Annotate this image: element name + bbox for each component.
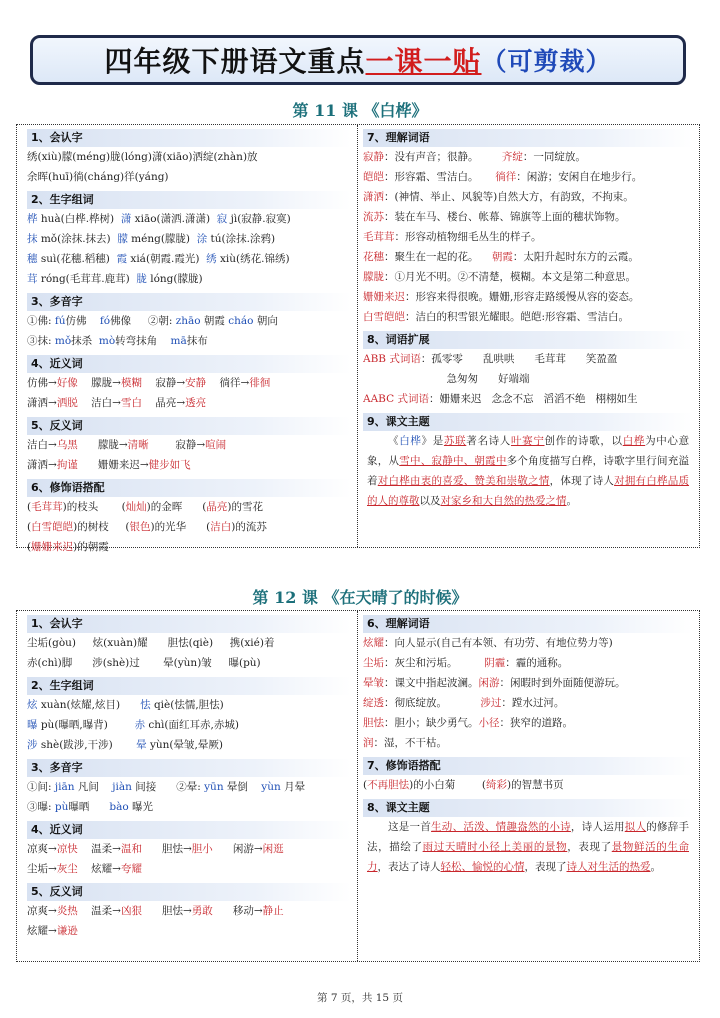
text: 姗姗来迟→ (77, 459, 149, 471)
text: 为中心意象，从 (367, 435, 690, 467)
answer-text: 灿灿 (125, 501, 147, 513)
answer-text: 徘徊 (249, 377, 271, 389)
content-line (27, 735, 351, 755)
lesson-11-card (16, 124, 700, 553)
content-line (363, 147, 693, 167)
text: 间接 ②晕: (131, 781, 205, 793)
text: )的朝霞 (73, 541, 109, 553)
answer-text: 静止 (262, 905, 284, 917)
key-phrase: 诗人对生活的热爱 (566, 861, 651, 873)
text: ：闲游；安闲自在地步行。 (516, 171, 643, 183)
key-char: 怯 (140, 699, 151, 711)
answer-text: 闲逛 (262, 843, 284, 855)
section-heading: 4、近义词 (27, 355, 351, 373)
text: huà(白桦.桦树) (37, 213, 121, 225)
content-line (27, 435, 351, 455)
content-line (27, 455, 351, 475)
banner-title: 四年级下册语文重点 (104, 45, 366, 78)
key-phrase: 景物鲜活的生命力 (367, 841, 689, 873)
key-char: 桦 (27, 213, 38, 225)
content-line (27, 537, 351, 557)
key-phrase: 雪中、寂静中、朝霞中 (399, 455, 507, 467)
text: 温柔→ (77, 843, 121, 855)
text: ( (27, 521, 32, 533)
text: ( (27, 501, 32, 513)
text: ：灰尘和污垢。 (384, 657, 485, 669)
answer-text: 晶亮 (206, 501, 228, 513)
content-line (27, 311, 351, 331)
key-phrase: 对家乡和大自然的热爱之情 (440, 495, 567, 507)
key-char: 霞 (116, 253, 128, 265)
key-phrase: 叶赛宁 (510, 435, 545, 447)
text: )的树枝 ( (73, 521, 130, 533)
key-char: cháo (228, 315, 254, 327)
key-phrase: 拟人 (624, 821, 647, 833)
key-char: zhāo (175, 315, 201, 327)
content-line (27, 777, 351, 797)
content-line (27, 633, 351, 653)
answer-text: 尘垢 (363, 657, 384, 669)
text: 徜徉→ (206, 377, 250, 389)
text: 潇(xiāo)洒 (151, 151, 204, 163)
content-line (363, 287, 693, 307)
text: méng(朦胧) (127, 233, 197, 245)
answer-text: 白雪皑皑 (31, 521, 74, 533)
content-line (363, 633, 693, 653)
text: 凉爽→ (27, 843, 57, 855)
key-char: 潇 (120, 213, 132, 225)
text: 朝霞 (200, 315, 229, 327)
section-heading: 2、生字组词 (27, 677, 351, 695)
text: ( (363, 779, 368, 791)
key-char: 白桦 (399, 435, 422, 447)
content-line (363, 349, 693, 369)
content-line (27, 653, 351, 673)
text: chì(面红耳赤,赤城) (145, 719, 239, 731)
text: 朦胧→ (77, 439, 128, 451)
text: 尘垢→ (27, 863, 57, 875)
answer-text: 洁白 (210, 521, 232, 533)
key-phrase: 雨过天晴时小径上美丽的景物 (422, 841, 568, 853)
content-line (27, 517, 351, 537)
content-line (363, 207, 693, 227)
section-heading: 7、理解词语 (363, 129, 693, 147)
key-phrase: 生动、活泼、情趣盎然的小诗 (431, 821, 571, 833)
section-heading: 5、反义词 (27, 883, 351, 901)
content-line (27, 797, 351, 817)
section-heading: 3、多音字 (27, 759, 351, 777)
key-char: 胧 (136, 273, 147, 285)
text: ：湿，不干枯。 (373, 737, 447, 749)
answer-text: 乌黑 (56, 439, 78, 451)
key-char: 绣 (206, 253, 217, 265)
text: ①间: (27, 781, 55, 793)
answer-text: 绽透 (363, 697, 384, 709)
content-line (363, 653, 693, 673)
text: ①佛: (27, 315, 55, 327)
answer-text: 洒脱 (56, 397, 78, 409)
text: 温柔→ (77, 905, 121, 917)
text: pù(曝晒,曝背) (37, 719, 135, 731)
key-char: 茸 (27, 273, 38, 285)
text: ：形容来得很晚。姗姗,形容走路缓慢从容的姿态。 (405, 291, 640, 303)
text: ③曝: (27, 801, 55, 813)
answer-text: 小径 (478, 717, 500, 729)
text: 尘垢(gòu) 炫(xuàn)耀 胆怯(qiè) 携(xié)着 (27, 637, 275, 649)
text: 《 (388, 435, 400, 447)
content-line (363, 167, 693, 187)
content-line (27, 269, 351, 289)
text: 朦(méng)胧(lóng) (61, 151, 152, 163)
answer-text: 姗姗来迟 (31, 541, 74, 553)
lesson-12-title: 第 12 课 《在天晴了的时候》 (252, 588, 468, 607)
content-line (363, 227, 693, 247)
lesson-12-left-column (27, 611, 351, 941)
lesson-11-title: 第 11 课 《白桦》 (292, 101, 428, 120)
key-char: 涉 (27, 739, 38, 751)
key-char: mā (170, 335, 187, 347)
text: 仿佛 (65, 315, 100, 327)
answer-text: 不再胆怯 (367, 779, 410, 791)
text: 抹杀 (71, 335, 99, 347)
text: ，表现了 (524, 861, 567, 873)
answer-text: 闲游 (478, 677, 500, 689)
text: 余晖(huī) (27, 171, 74, 183)
text: 转弯抹角 (115, 335, 171, 347)
section-heading: 6、修饰语搭配 (27, 479, 351, 497)
text: yùn(晕皱,晕厥) (146, 739, 223, 751)
text: 》是 (421, 435, 444, 447)
answer-text: 夸耀 (120, 863, 142, 875)
answer-text: 晕皱 (363, 677, 384, 689)
text: 寂静→ (141, 377, 186, 389)
text: lóng(朦胧) (146, 273, 203, 285)
section-heading: 8、课文主题 (363, 799, 693, 817)
section-heading: 2、生字组词 (27, 191, 351, 209)
key-char: pù (54, 801, 69, 813)
text: ：形容霜、雪洁白。 (384, 171, 496, 183)
key-phrase: 对白桦由衷的喜爱、赞美和崇敬之情 (377, 475, 550, 487)
answer-text: 安静 (185, 377, 207, 389)
section-heading: 4、近义词 (27, 821, 351, 839)
answer-text: 炫耀 (363, 637, 384, 649)
text: ：彻底绽放。 (384, 697, 481, 709)
answer-text: 温和 (120, 843, 142, 855)
answer-text: 好像 (56, 377, 78, 389)
text: ：太阳升起时东方的云霞。 (512, 251, 639, 263)
text: 晶亮→ (141, 397, 186, 409)
text: ：(神情、举止、风貌等)自然大方，有韵致，不拘束。 (384, 191, 634, 203)
column-divider (357, 611, 358, 961)
key-char: 曝 (27, 719, 38, 731)
key-char: yūn (204, 781, 224, 793)
content-line (27, 695, 351, 715)
section-heading: 3、多音字 (27, 293, 351, 311)
text: 月晕 (280, 781, 306, 793)
text: shè(跋涉,干涉) (37, 739, 137, 751)
text: ，诗人运用 (570, 821, 625, 833)
key-char: 晕 (136, 739, 147, 751)
text: 潇洒→ (27, 397, 57, 409)
key-char: mǒ (54, 335, 72, 347)
text: 移动→ (212, 905, 263, 917)
answer-text: 勇敢 (191, 905, 213, 917)
theme-paragraph (363, 817, 693, 877)
content-line (27, 229, 351, 249)
key-char: 炫 (27, 699, 38, 711)
key-phrase: 对拥有白桦品质的人的尊敬 (367, 475, 690, 507)
text: ：课文中指起波澜。 (384, 677, 479, 689)
text: ：蹚水过河。 (501, 697, 565, 709)
content-line (363, 713, 693, 733)
content-line (27, 373, 351, 393)
page-banner (30, 35, 686, 85)
text: )的流苏 (231, 521, 267, 533)
answer-text: 毛茸茸 (31, 501, 63, 513)
content-line (27, 393, 351, 413)
section-heading: 5、反义词 (27, 417, 351, 435)
text: )的光华 ( (150, 521, 211, 533)
theme-paragraph (363, 431, 693, 511)
content-line (27, 497, 351, 517)
section-heading: 7、修饰语搭配 (363, 757, 693, 775)
section-heading: 8、词语扩展 (363, 331, 693, 349)
text: )的智慧书页 (507, 779, 564, 791)
text: 。 (650, 861, 661, 873)
text: 寂静→ (148, 439, 206, 451)
content-line (27, 901, 351, 921)
answer-text: 白雪皑皑 (363, 311, 405, 323)
key-phrase: 轻松、愉悦的心情 (440, 861, 525, 873)
section-heading: 1、会认字 (27, 615, 351, 633)
text: ：狭窄的道路。 (499, 717, 573, 729)
text: róng(毛茸茸.鹿茸) (37, 273, 137, 285)
content-line (363, 307, 693, 327)
text: 创作的诗歌，以 (544, 435, 623, 447)
text: ：一同绽放。 (522, 151, 586, 163)
text: 的修辞手法，描绘了 (367, 821, 690, 853)
lesson-12-right-column (363, 611, 693, 877)
answer-text: 朝霞 (491, 251, 513, 263)
text: suì(花穗.稻穗) (37, 253, 117, 265)
text: 晕倒 (223, 781, 262, 793)
text: )的金晖 ( (146, 501, 207, 513)
key-char: yùn (261, 781, 281, 793)
text: 多个角度描写白桦，诗歌字里行间充溢着 (367, 455, 690, 487)
text: 以及 (419, 495, 441, 507)
answer-text: ABB 式词语 (363, 353, 421, 365)
content-line (27, 331, 351, 351)
text: ：没有声音；很静。 (384, 151, 502, 163)
text: 胆怯→ (141, 843, 192, 855)
answer-text: 清晰 (127, 439, 149, 451)
answer-text: 毛茸茸 (363, 231, 395, 243)
text: ：形容动植物细毛丛生的样子。 (394, 231, 542, 243)
content-line (363, 733, 693, 753)
text: 炫耀→ (77, 863, 121, 875)
key-char: 穗 (27, 253, 38, 265)
text: ：姗姗来迟 念念不忘 滔滔不绝 栩栩如生 (428, 393, 638, 405)
text: ：向人显示(自己有本领、有功劳、有地位势力等) (384, 637, 613, 649)
answer-text: 皑皑 (363, 171, 384, 183)
content-line (27, 839, 351, 859)
text: 凉爽→ (27, 905, 57, 917)
answer-text: 透亮 (185, 397, 207, 409)
text: 曝晒 (68, 801, 110, 813)
text: 洁白→ (77, 397, 121, 409)
answer-text: 姗姗来迟 (363, 291, 405, 303)
answer-text: 涉过 (480, 697, 502, 709)
answer-text: 阴霾 (484, 657, 506, 669)
text: 胆怯→ (141, 905, 192, 917)
text: 绣(xiù) (27, 151, 62, 163)
text: 洁白→ (27, 439, 57, 451)
answer-text: 胆怯 (363, 717, 384, 729)
answer-text: 潇洒 (363, 191, 384, 203)
text: 凡间 (74, 781, 113, 793)
key-char: bào (109, 801, 129, 813)
answer-text: 花穗 (363, 251, 384, 263)
content-line (363, 267, 693, 287)
key-char: 寂 (216, 213, 228, 225)
key-char: fó (99, 315, 111, 327)
content-line (363, 247, 693, 267)
text: ：霾的通称。 (505, 657, 569, 669)
answer-text: 模糊 (120, 377, 142, 389)
content-line (27, 921, 351, 941)
answer-text: 胆小 (191, 843, 213, 855)
text: mǒ(涂抹.抹去) (37, 233, 118, 245)
text: ：孤零零 乱哄哄 毛茸茸 笑盈盈 (420, 353, 618, 365)
content-line (363, 775, 693, 795)
answer-text: 银色 (129, 521, 151, 533)
key-char: 涂 (196, 233, 208, 245)
section-heading: 6、理解词语 (363, 615, 693, 633)
banner-highlight: 一课一贴 (365, 45, 482, 78)
text: 朝向 (253, 315, 278, 327)
text: 。 (566, 495, 577, 507)
text: ：①月光不明。②不清楚，模糊。本文是第二种意思。 (384, 271, 636, 283)
text: )的枝头 ( (62, 501, 126, 513)
lesson-12-card (16, 610, 700, 962)
text: 炫耀→ (27, 925, 57, 937)
answer-text: 炎热 (56, 905, 78, 917)
text: 赤(chì)脚 涉(shè)过 晕(yùn)皱 曝(pù) (27, 657, 261, 669)
content-line (27, 249, 351, 269)
content-line (27, 859, 351, 879)
key-char: fú (54, 315, 66, 327)
text: 绽(zhàn)放 (203, 151, 258, 163)
text: )的小白菊 ( (409, 779, 487, 791)
text: tú(涂抹.涂鸦) (207, 233, 276, 245)
text: ，表达了诗人 (377, 861, 441, 873)
answer-text: 润 (363, 737, 374, 749)
content-line (363, 389, 693, 409)
text: qiè(怯懦,胆怯) (150, 699, 224, 711)
key-char: 朦 (117, 233, 128, 245)
answer-text: 徜徉 (495, 171, 517, 183)
text: )的雪花 (227, 501, 263, 513)
section-heading: 9、课文主题 (363, 413, 693, 431)
text: 这是一首 (388, 821, 432, 833)
key-phrase: 苏联 (443, 435, 467, 447)
text: 闲游→ (212, 843, 263, 855)
key-char: jiàn (112, 781, 132, 793)
answer-text: 拘谨 (56, 459, 78, 471)
answer-text: 雪白 (120, 397, 142, 409)
lesson-11-right-column (363, 125, 693, 511)
text: 抹布 (186, 335, 208, 347)
answer-text: 绮彩 (486, 779, 508, 791)
text: xuàn(炫耀,炫目) (37, 699, 141, 711)
text: ，体现了诗人 (549, 475, 615, 487)
answer-text: 凉快 (56, 843, 78, 855)
section-heading: 1、会认字 (27, 129, 351, 147)
text: ：胆小；缺少勇气。 (384, 717, 479, 729)
answer-text: 齐绽 (501, 151, 523, 163)
key-phrase: 白桦 (622, 435, 646, 447)
text: jì(寂静.寂寞) (227, 213, 291, 225)
text: ：装在车马、楼台、帐幕、锦旗等上面的穗状饰物。 (384, 211, 626, 223)
answer-text: 谦逊 (56, 925, 78, 937)
content-line (27, 147, 351, 167)
answer-text: 凶狠 (120, 905, 142, 917)
key-char: jiān (54, 781, 75, 793)
text: 潇洒→ (27, 459, 57, 471)
page-number: 第 7 页，共 15 页 (317, 992, 403, 1004)
text: 仿佛→ (27, 377, 57, 389)
banner-note: （可剪裁） (481, 47, 612, 76)
text: xiāo(潇洒.潇潇) (131, 213, 217, 225)
answer-text: 朦胧 (363, 271, 384, 283)
answer-text: 灰尘 (56, 863, 78, 875)
content-line (363, 187, 693, 207)
text: 急匆匆 好端端 (363, 373, 530, 385)
answer-text: 寂静 (363, 151, 384, 163)
text: 朦胧→ (77, 377, 121, 389)
text: 著名诗人 (466, 435, 511, 447)
content-line (363, 693, 693, 713)
text: xiù(绣花.锦绣) (216, 253, 290, 265)
text: ( (27, 541, 32, 553)
content-line (27, 715, 351, 735)
content-line (27, 167, 351, 187)
key-char: 赤 (134, 719, 146, 731)
answer-text: 健步如飞 (148, 459, 191, 471)
content-line (363, 673, 693, 693)
key-char: mò (98, 335, 116, 347)
text: xiá(朝霞.霞光) (127, 253, 207, 265)
text: 曝光 (128, 801, 154, 813)
column-divider (357, 125, 358, 547)
content-line (27, 209, 351, 229)
text: ：洁白的积雪银光耀眼。皑皑:形容霜、雪洁白。 (405, 311, 630, 323)
key-char: 抹 (27, 233, 38, 245)
lesson-11-left-column (27, 125, 351, 557)
text: 佛像 ②朝: (110, 315, 176, 327)
content-line (363, 369, 693, 389)
text: ，表现了 (567, 841, 612, 853)
answer-text: 喧闹 (205, 439, 227, 451)
text: ：闲暇时到外面随便游玩。 (499, 677, 626, 689)
answer-text: AABC 式词语 (363, 393, 429, 405)
text: 徜(cháng)徉(yáng) (73, 171, 169, 183)
text: ：聚生在一起的花。 (384, 251, 492, 263)
answer-text: 流苏 (363, 211, 384, 223)
text: ③抹: (27, 335, 55, 347)
